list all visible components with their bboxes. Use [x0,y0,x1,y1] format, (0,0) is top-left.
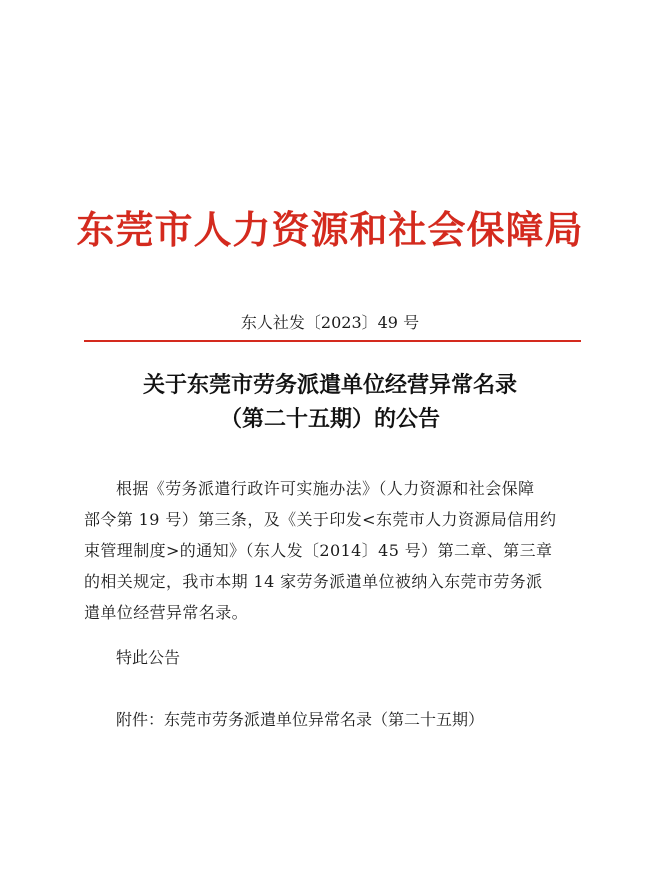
body-line-4: 的相关规定，我市本期 14 家劳务派遣单位被纳入东莞市劳务派 [84,572,543,591]
closing-statement: 特此公告 [116,648,181,667]
body-line-5: 遣单位经营异常名录。 [84,603,249,622]
body-line-1: 根据《劳务派遣行政许可实施办法》（人力资源和社会保障 [116,479,535,498]
issuer-header: 东莞市人力资源和社会保障局 [76,207,584,252]
body-paragraph [84,473,584,628]
title-line-1: 关于东莞市劳务派遣单位经营异常名录 [142,372,517,398]
document-number: 东人社发〔2023〕49 号 [240,313,420,332]
title-line-2: （第二十五期）的公告 [219,406,440,432]
body-line-3: 束管理制度>的通知》（东人发〔2014〕45 号）第二章、第三章 [84,541,553,560]
red-divider [84,340,581,342]
body-line-2: 部令第 19 号）第三条，及《关于印发<东莞市人力资源局信用约 [84,510,557,529]
attachment-note: 附件：东莞市劳务派遣单位异常名录（第二十五期） [116,710,485,729]
document-title [0,368,660,436]
